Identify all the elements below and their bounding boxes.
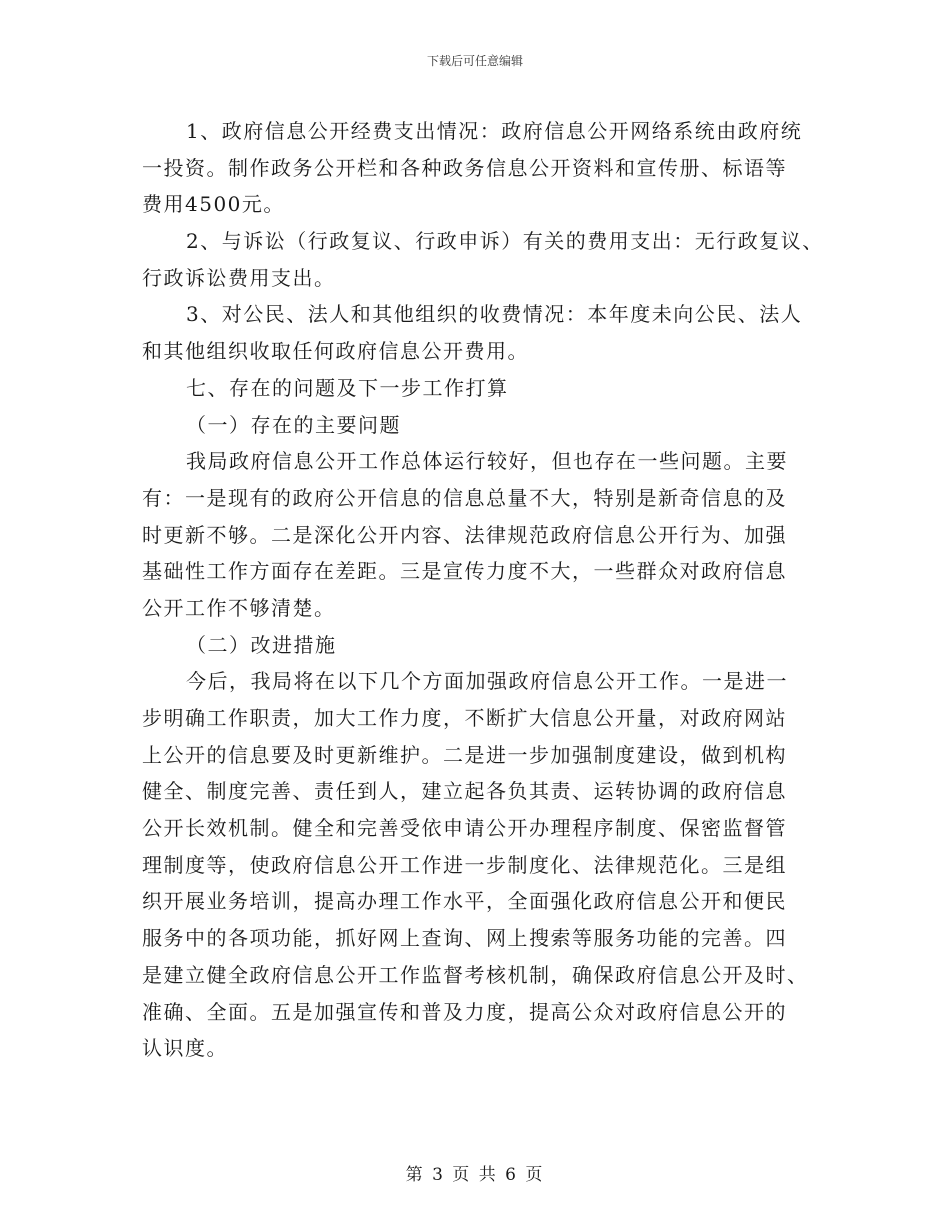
paragraph-line: 基础性工作方面存在差距。三是宣传力度不大，一些群众对政府信息 xyxy=(142,559,787,584)
page-header: 下载后可任意编辑 xyxy=(426,54,523,68)
subsection-heading: （一）存在的主要问题 xyxy=(186,412,401,437)
paragraph-line: 2、与诉讼（行政复议、行政申诉）有关的费用支出：无行政复议、 xyxy=(186,229,824,254)
paragraph-line: 步明确工作职责，加大工作力度，不断扩大信息公开量，对政府网站 xyxy=(142,706,787,730)
paragraph-line: 健全、制度完善、责任到人，建立起各负其责、运转协调的政府信息 xyxy=(142,779,787,804)
paragraph-line: 3、对公民、法人和其他组织的收费情况：本年度未向公民、法人 xyxy=(186,302,803,327)
subsection-heading: （二）改进措施 xyxy=(186,632,337,657)
paragraph-line: 我局政府信息公开工作总体运行较好，但也存在一些问题。主要 xyxy=(186,449,788,474)
paragraph-line: 是建立健全政府信息公开工作监督考核机制，确保政府信息公开及时、 xyxy=(142,962,809,987)
page-number: 第 3 页 共 6 页 xyxy=(405,1165,545,1185)
paragraph-line: 公开工作不够清楚。 xyxy=(142,595,336,620)
paragraph-line: 今后，我局将在以下几个方面加强政府信息公开工作。一是进一 xyxy=(186,669,788,694)
section-heading: 七、存在的问题及下一步工作打算 xyxy=(186,375,509,400)
paragraph-line: 理制度等，使政府信息公开工作进一步制度化、法律规范化。三是组 xyxy=(142,852,787,877)
paragraph-line: 一投资。制作政务公开栏和各种政务信息公开资料和宣传册、标语等 xyxy=(142,155,787,180)
paragraph-line: 准确、全面。五是加强宣传和普及力度，提高公众对政府信息公开的 xyxy=(142,999,787,1024)
paragraph-line: 和其他组织收取任何政府信息公开费用。 xyxy=(142,339,529,364)
paragraph-line: 织开展业务培训，提高办理工作水平，全面强化政府信息公开和便民 xyxy=(142,889,787,914)
document-body xyxy=(142,113,824,1067)
paragraph-line: 有：一是现有的政府公开信息的信息总量不大，特别是新奇信息的及 xyxy=(142,485,787,510)
paragraph-line: 服务中的各项功能，抓好网上查询、网上搜索等服务功能的完善。四 xyxy=(142,926,787,951)
paragraph-line: 上公开的信息要及时更新维护。二是进一步加强制度建设，做到机构 xyxy=(142,742,787,767)
paragraph-line: 认识度。 xyxy=(142,1036,228,1061)
paragraph-line: 行政诉讼费用支出。 xyxy=(142,265,336,290)
paragraph-line: 费用4500元。 xyxy=(142,192,285,217)
paragraph-line: 1、政府信息公开经费支出情况：政府信息公开网络系统由政府统 xyxy=(186,119,803,143)
paragraph-line: 公开长效机制。健全和完善受依申请公开办理程序制度、保密监督管 xyxy=(142,816,787,841)
paragraph-line: 时更新不够。二是深化公开内容、法律规范政府信息公开行为、加强 xyxy=(142,522,787,547)
